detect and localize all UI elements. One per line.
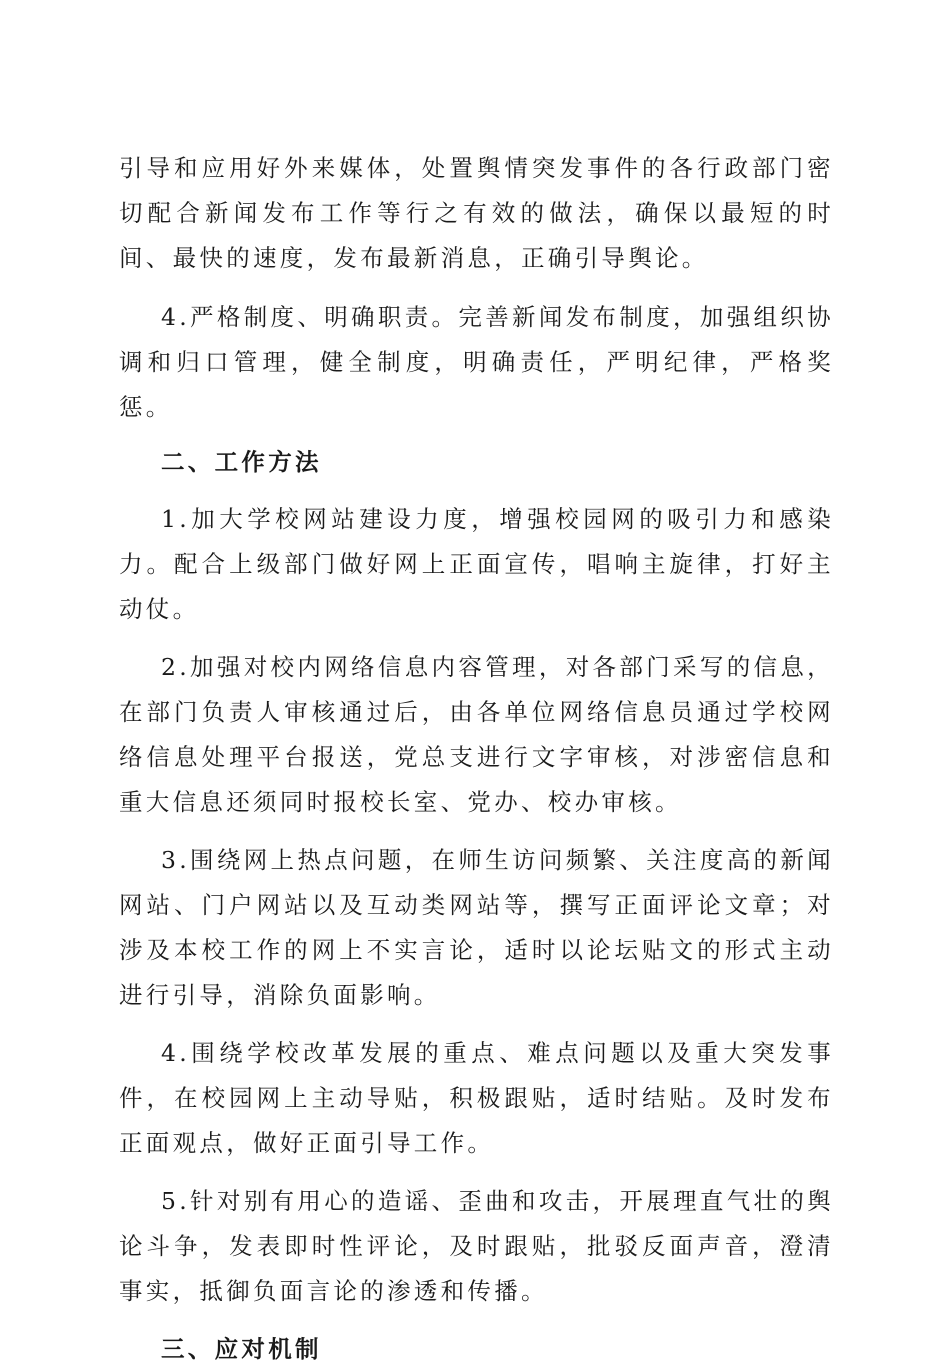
paragraph-method-3: 3.围绕网上热点问题，在师生访问频繁、关注度高的新闻网站、门户网站以及互动类网站等，撰写正面评论文章；对涉及本校工作的网上不实言论，适时以论坛贴文的形式主动进行引导，消除负面影响。 [119,846,834,1009]
document-body [119,146,834,1372]
paragraph-method-5: 5.针对别有用心的造谣、歪曲和攻击，开展理直气壮的舆论斗争，发表即时性评论，及时跟贴，批驳反面声音，澄清事实，抵御负面言论的渗透和传播。 [119,1187,834,1305]
paragraph-method-4: 4.围绕学校改革发展的重点、难点问题以及重大突发事件，在校园网上主动导贴，积极跟贴，适时结贴。及时发布正面观点，做好正面引导工作。 [119,1039,834,1157]
paragraph-method-2: 2.加强对校内网络信息内容管理，对各部门采写的信息，在部门负责人审核通过后，由各单位网络信息员通过学校网络信息处理平台报送，党总支进行文字审核，对涉密信息和重大信息还须同时报校长室、党办、校办审核。 [119,653,834,816]
paragraph-continuation: 引导和应用好外来媒体，处置舆情突发事件的各行政部门密切配合新闻发布工作等行之有效的做法，确保以最短的时间、最快的速度，发布最新消息，正确引导舆论。 [119,154,834,272]
section-heading-response-mechanism: 三、应对机制 [161,1335,322,1363]
paragraph-item-4-strict-system: 4.严格制度、明确职责。完善新闻发布制度，加强组织协调和归口管理，健全制度，明确责任，严明纪律，严格奖惩。 [119,303,834,421]
paragraph-method-1: 1.加大学校网站建设力度，增强校园网的吸引力和感染力。配合上级部门做好网上正面宣传，唱响主旋律，打好主动仗。 [119,505,834,623]
section-heading-work-methods: 二、工作方法 [161,448,322,476]
